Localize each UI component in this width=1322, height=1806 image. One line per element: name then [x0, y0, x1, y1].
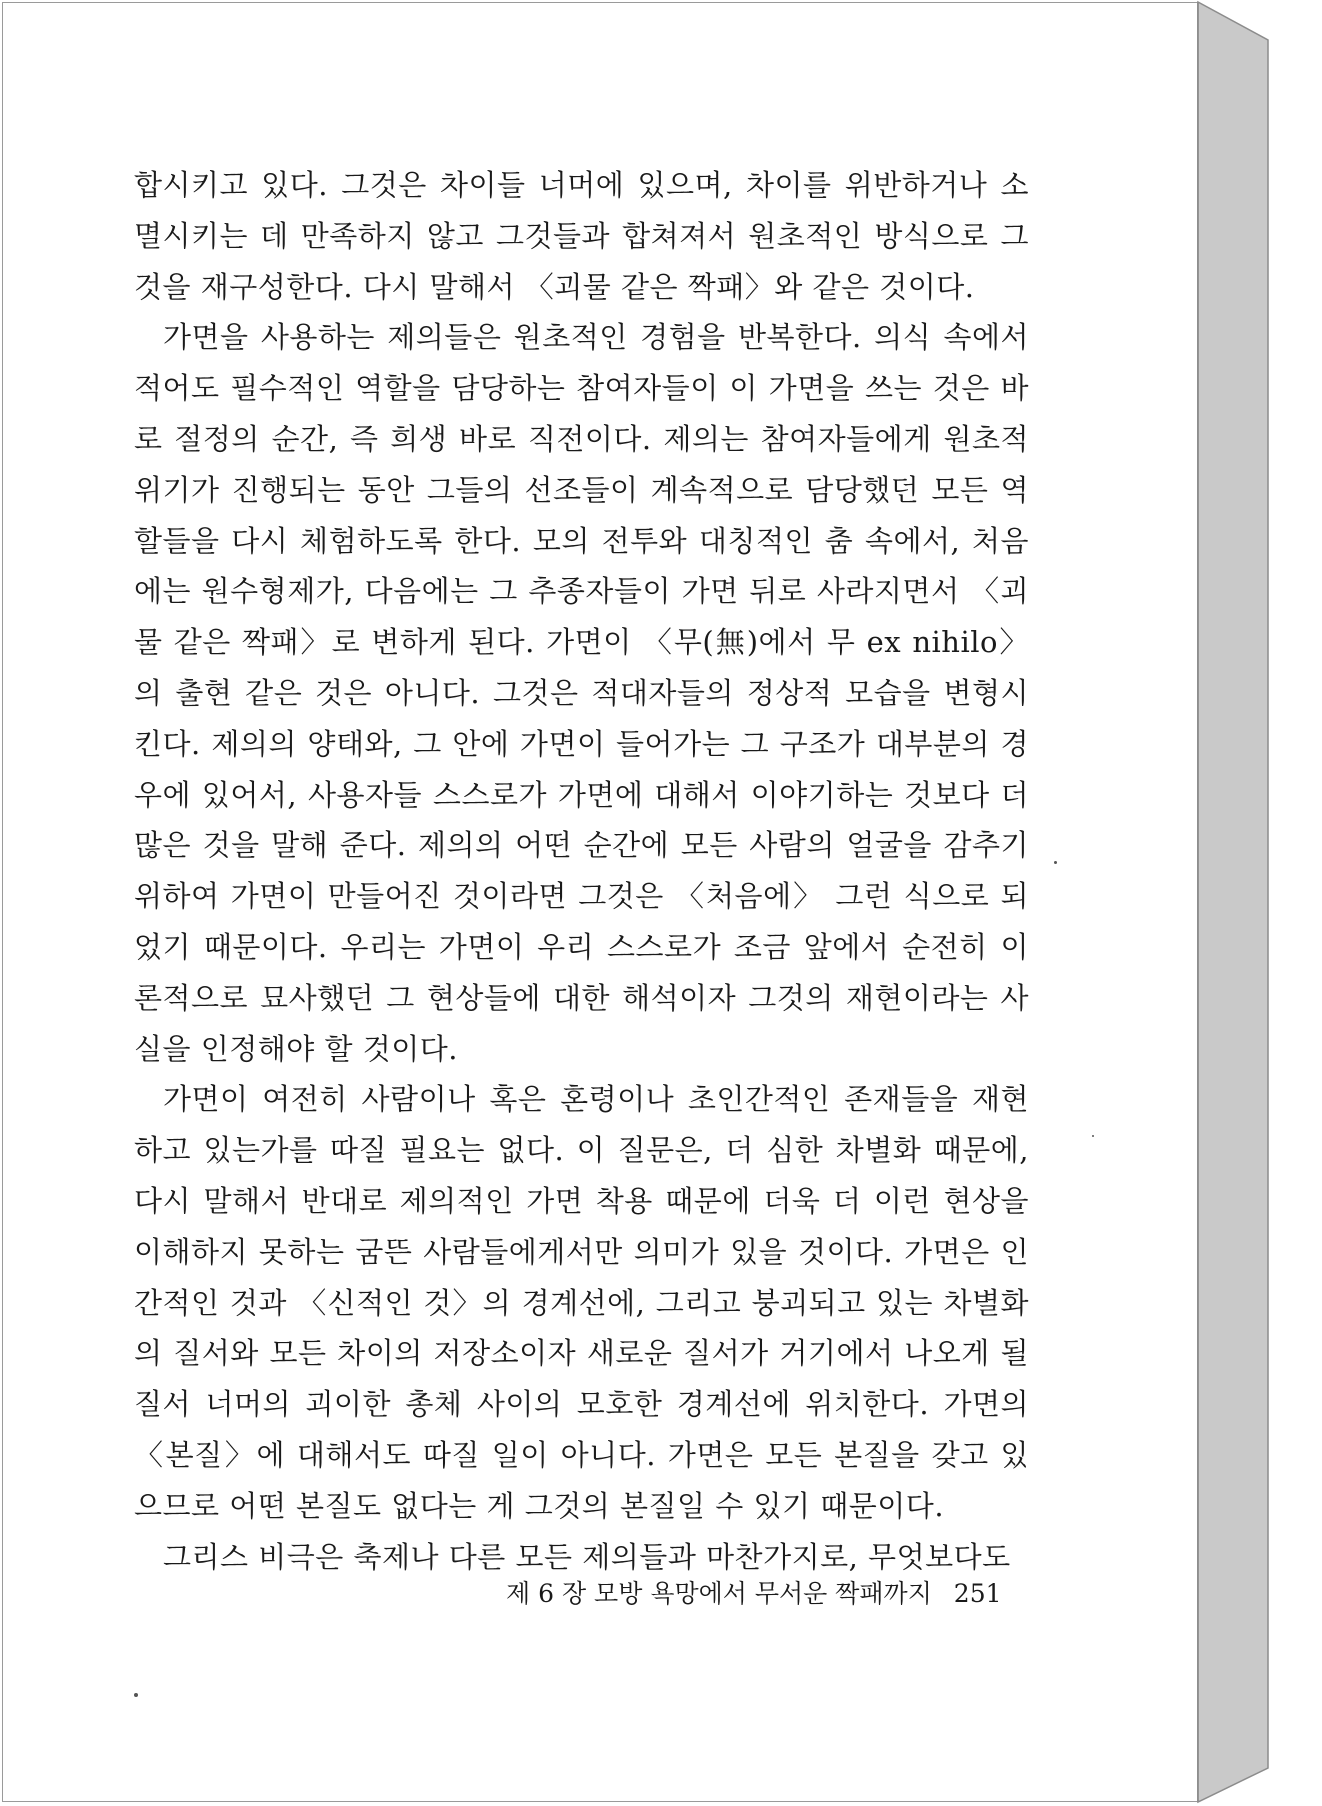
page-number: 251: [953, 1579, 1002, 1608]
page-stack-face: [1198, 2, 1268, 1802]
page-footer: [506, 1574, 1002, 1610]
scan-speck: [1092, 1135, 1094, 1137]
paragraph-4: 그리스 비극은 축제나 다른 모든 제의들과 마찬가지로, 무엇보다도: [163, 1539, 1011, 1574]
running-head: 제 6 장 모방 욕망에서 무서운 짝패까지: [506, 1579, 932, 1608]
paragraph-1: 합시키고 있다. 그것은 차이들 너머에 있으며, 차이를 위반하거나 소멸시키는 데 만족하지 않고 그것들과 합쳐져서 원초적인 방식으로 그것을 재구성한다. 다시 말해서 〈괴물 같은 짝패〉와 같은 것이다.: [134, 168, 1029, 304]
paragraph-3: 가면이 여전히 사람이나 혹은 혼령이나 초인간적인 존재들을 재현하고 있는가를 따질 필요는 없다. 이 질문은, 더 심한 차별화 때문에, 다시 말해서 반대로 제의적인 가면 착용 때문에 더욱 더 이런 현상을 이해하지 못하는 굼뜬 사람들에게서만 의미가 있을 것이다. 가면은 인간적인 것과 〈신적인 것〉의 경계선에, 그리고 붕괴되고 있는 차별화의 질서와 모든 차이의 저장소이자 새로운 질서가 거기에서 나오게 될 질서 너머의 괴이한 총체 사이의 모호한 경계선에 위치한다. 가면의 〈본질〉에 대해서도 따질 일이 아니다. 가면은 모든 본질을 갖고 있으므로 어떤 본질도 없다는 게 그것의 본질일 수 있기 때문이다.: [134, 1082, 1029, 1523]
body-text: [134, 160, 1029, 1582]
scan-speck: [134, 1693, 138, 1697]
paragraph-2: 가면을 사용하는 제의들은 원초적인 경험을 반복한다. 의식 속에서 적어도 필수적인 역할을 담당하는 참여자들이 이 가면을 쓰는 것은 바로 절정의 순간, 즉 희생 바로 직전이다. 제의는 참여자들에게 원초적 위기가 진행되는 동안 그들의 선조들이 계속적으로 담당했던 모든 역할들을 다시 체험하도록 한다. 모의 전투와 대칭적인 춤 속에서, 처음에는 원수형제가, 다음에는 그 추종자들이 가면 뒤로 사라지면서 〈괴물 같은 짝패〉로 변하게 된다. 가면이 〈무(無)에서 무 ex nihilo〉의 출현 같은 것은 아니다. 그것은 적대자들의 정상적 모습을 변형시킨다. 제의의 양태와, 그 안에 가면이 들어가는 그 구조가 대부분의 경우에 있어서, 사용자들 스스로가 가면에 대해서 이야기하는 것보다 더 많은 것을 말해 준다. 제의의 어떤 순간에 모든 사람의 얼굴을 감추기 위하여 가면이 만들어진 것이라면 그것은 〈처음에〉 그런 식으로 되었기 때문이다. 우리는 가면이 우리 스스로가 조금 앞에서 순전히 이론적으로 묘사했던 그 현상들에 대한 해석이자 그것의 재현이라는 사실을 인정해야 할 것이다.: [134, 320, 1029, 1066]
scan-speck: [1054, 861, 1057, 864]
